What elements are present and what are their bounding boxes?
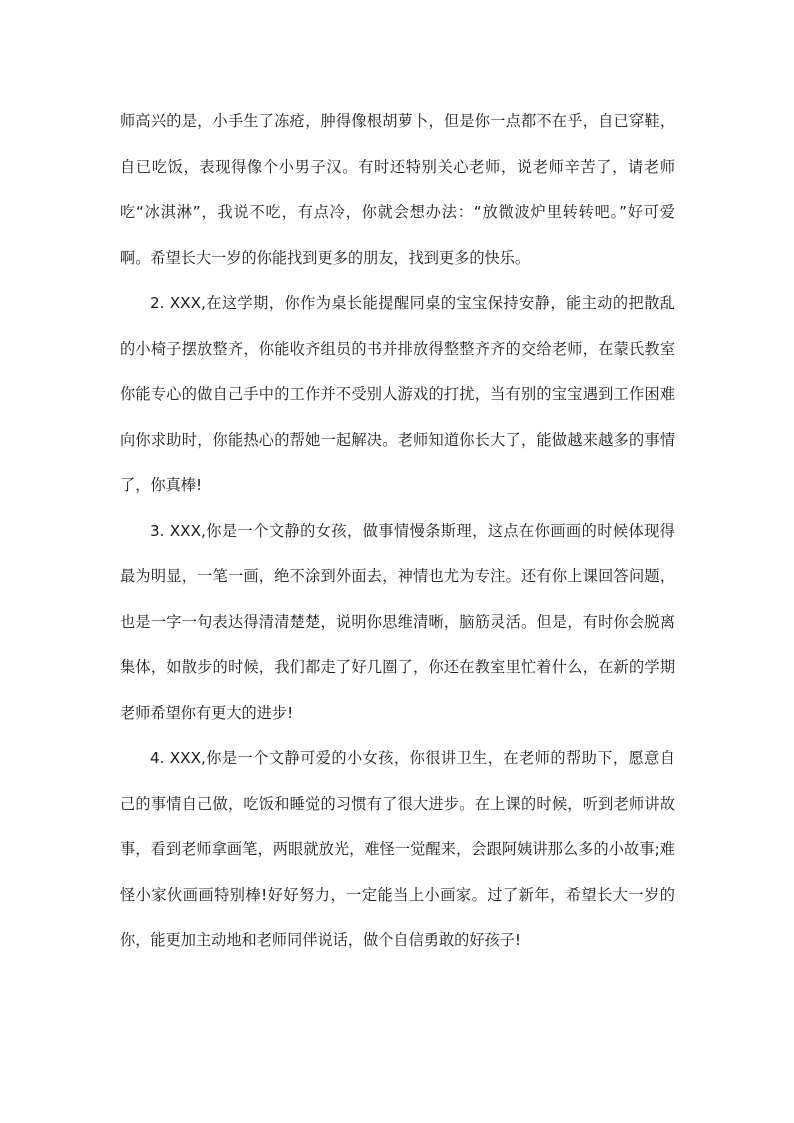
paragraph-comment-2: 2. XXX,在这学期，你作为桌长能提醒同桌的宝宝保持安静，能主动的把散乱的小椅子摆放整齐，你能收齐组员的书并排放得整整齐齐的交给老师，在蒙氏教室你能专心的做自己手中的工作并不受别人游戏的打扰，当有别的宝宝遇到工作困难向你求助时，你能热心的帮她一起解决。老师知道你长大了，能做越来越多的事情了，你真棒!: [120, 294, 675, 494]
paragraph-comment-4: 4. XXX,你是一个文静可爱的小女孩，你很讲卫生，在老师的帮助下，愿意自己的事情自己做，吃饭和睡觉的习惯有了很大进步。在上课的时候，听到老师讲故事，看到老师拿画笔，两眼就放光，难怪一觉醒来，会跟阿姨讲那么多的小故事;难怪小家伙画画特别棒!好好努力，一定能当上小画家。过了新年，希望长大一岁的你，能更加主动地和老师同伴说话，做个自信勇敢的好孩子!: [120, 749, 675, 949]
paragraph-comment-3: 3. XXX,你是一个文静的女孩，做事情慢条斯理，这点在你画画的时候体现得最为明显，一笔一画，绝不涂到外面去，神情也尤为专注。还有你上课回答问题，也是一字一句表达得清清楚楚，说明你思维清晰，脑筋灵活。但是，有时你会脱离集体，如散步的时候，我们都走了好几圈了，你还在教室里忙着什么，在新的学期老师希望你有更大的进步!: [120, 521, 675, 722]
document-body: [120, 99, 675, 964]
paragraph-continued: 师高兴的是，小手生了冻疮，肿得像根胡萝卜，但是你一点都不在乎，自已穿鞋，自已吃饭，表现得像个小男子汉。有时还特别关心老师，说老师辛苦了，请老师吃“冰淇淋”，我说不吃，有点冷，你就会想办法：“放微波炉里转转吧。”好可爱啊。希望长大一岁的你能找到更多的朋友，找到更多的快乐。: [120, 112, 675, 267]
